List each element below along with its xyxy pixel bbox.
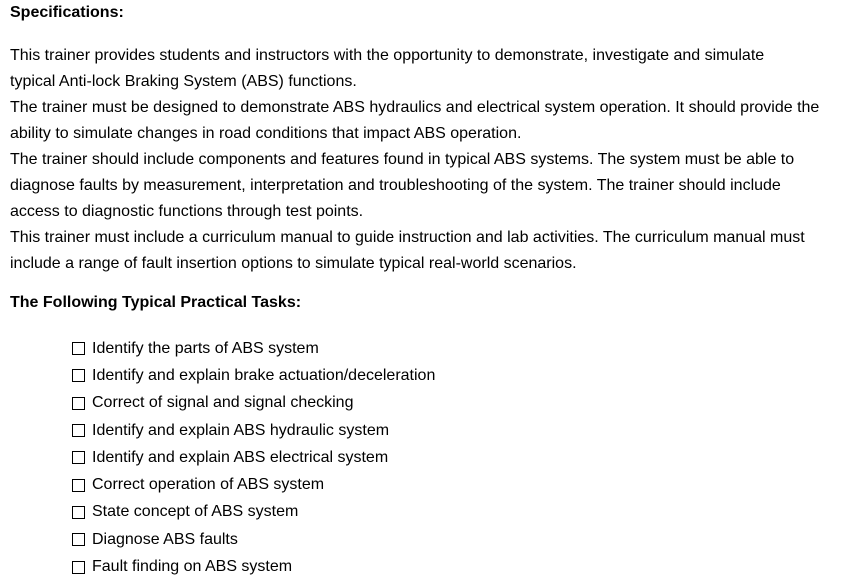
task-item[interactable] — [72, 499, 435, 526]
checkbox[interactable] — [72, 342, 85, 355]
checkbox[interactable] — [72, 506, 85, 519]
task-item[interactable] — [72, 471, 435, 498]
task-label: Identify and explain ABS electrical system — [92, 448, 389, 466]
task-item[interactable] — [72, 444, 435, 471]
task-label: Identify and explain ABS hydraulic system — [92, 421, 390, 439]
paragraph-line: This trainer provides students and instructors with the opportunity to demonstrate, investigate and simulate — [10, 47, 765, 64]
task-item[interactable] — [72, 390, 435, 417]
task-item[interactable] — [72, 335, 435, 362]
task-label: State concept of ABS system — [92, 503, 299, 521]
paragraph-line: This trainer must include a curriculum manual to guide instruction and lab activities. The curriculum manual must — [10, 229, 805, 246]
specifications-heading: Specifications: — [10, 4, 124, 21]
specifications-body — [10, 43, 863, 277]
paragraph-line: typical Anti-lock Braking System (ABS) functions. — [10, 73, 357, 90]
practical-tasks-list — [72, 335, 435, 581]
task-label: Identify the parts of ABS system — [92, 339, 319, 357]
task-label: Correct of signal and signal checking — [92, 394, 354, 412]
task-item[interactable] — [72, 362, 435, 389]
checkbox[interactable] — [72, 397, 85, 410]
task-label: Fault finding on ABS system — [92, 558, 293, 576]
task-label: Diagnose ABS faults — [92, 530, 238, 548]
paragraph-line: include a range of fault insertion options to simulate typical real-world scenarios. — [10, 255, 577, 272]
task-item[interactable] — [72, 417, 435, 444]
task-label: Correct operation of ABS system — [92, 476, 325, 494]
checkbox[interactable] — [72, 533, 85, 546]
checkbox[interactable] — [72, 479, 85, 492]
task-item[interactable] — [72, 553, 435, 580]
checkbox[interactable] — [72, 369, 85, 382]
paragraph-line: access to diagnostic functions through test points. — [10, 203, 364, 220]
paragraph-line: The trainer should include components and features found in typical ABS systems. The system must be able to — [10, 151, 795, 168]
checkbox[interactable] — [72, 561, 85, 574]
task-label: Identify and explain brake actuation/deceleration — [92, 366, 436, 384]
paragraph-line: ability to simulate changes in road conditions that impact ABS operation. — [10, 125, 522, 142]
checkbox[interactable] — [72, 451, 85, 464]
task-item[interactable] — [72, 526, 435, 553]
paragraph-line: The trainer must be designed to demonstrate ABS hydraulics and electrical system operation. It should provide the — [10, 99, 820, 116]
practical-tasks-heading: The Following Typical Practical Tasks: — [10, 294, 302, 311]
checkbox[interactable] — [72, 424, 85, 437]
paragraph-line: diagnose faults by measurement, interpretation and troubleshooting of the system. The trainer should include — [10, 177, 781, 194]
